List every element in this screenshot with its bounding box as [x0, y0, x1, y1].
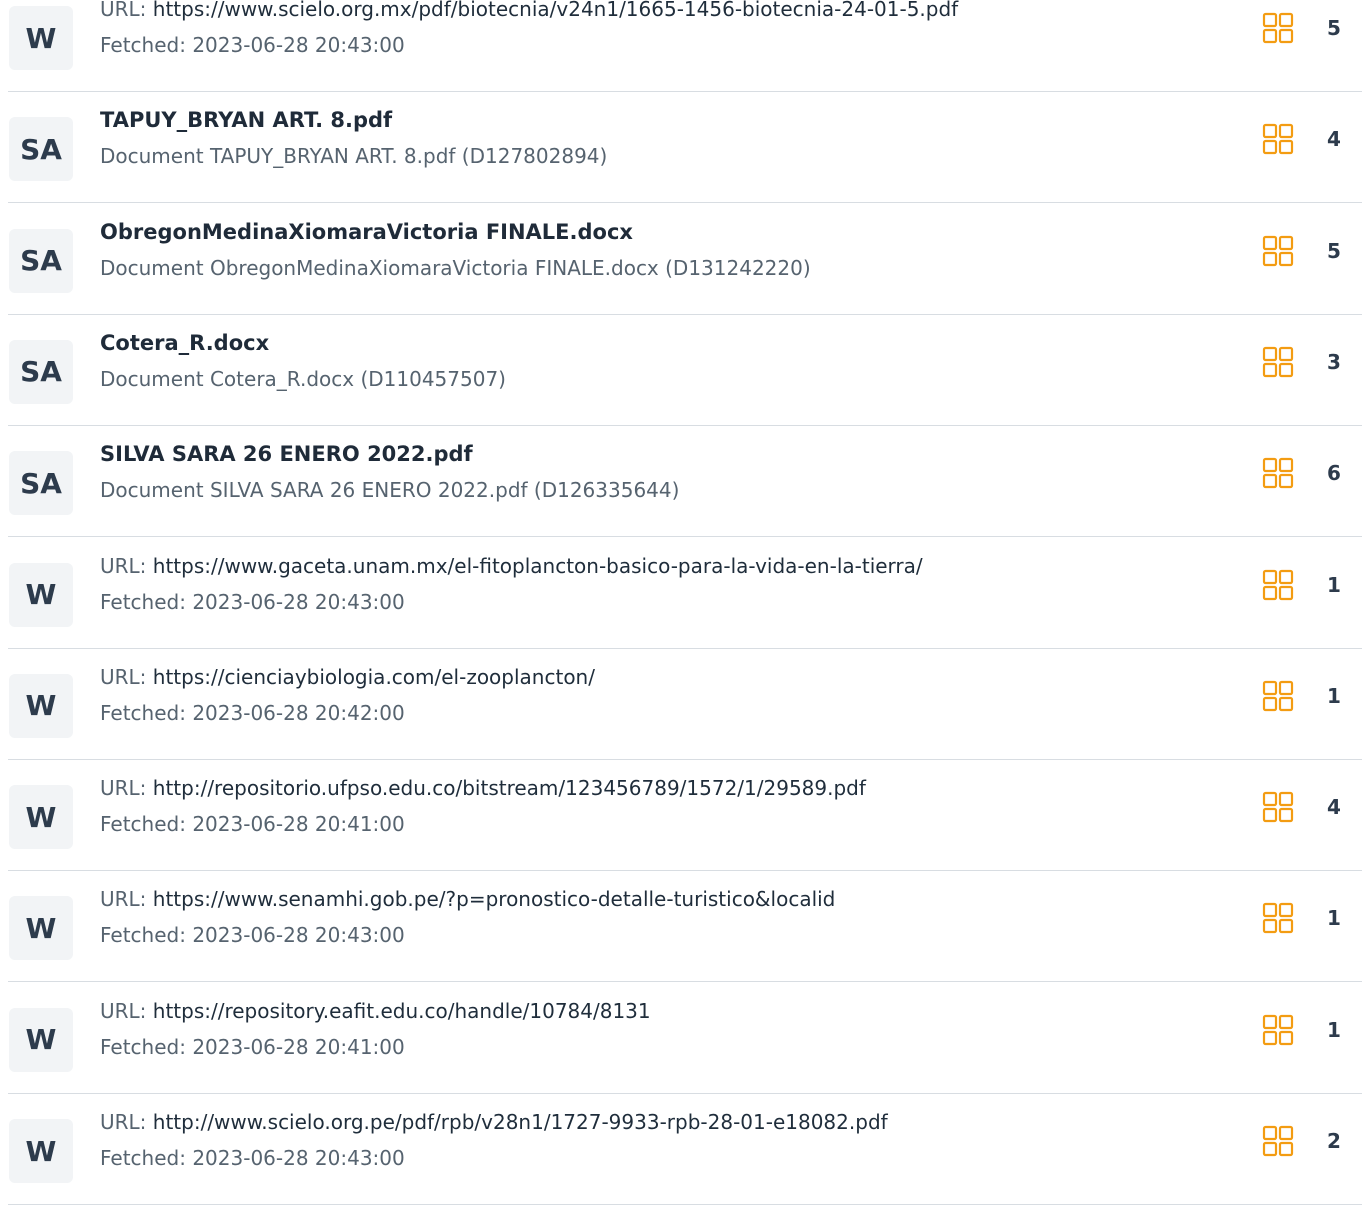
source-url-link[interactable]: http://www.scielo.org.pe/pdf/rpb/v28n1/1727-9933-rpb-28-01-e18082.pdf [152, 1110, 888, 1134]
fetched-date: Fetched: 2023-06-28 20:43:00 [100, 1146, 405, 1170]
fetched-date: Fetched: 2023-06-28 20:41:00 [100, 812, 405, 837]
student-archive-badge: SA [9, 117, 73, 181]
source-row[interactable] [0, 760, 1362, 871]
student-archive-badge: SA [9, 229, 73, 293]
grid-icon[interactable] [1262, 346, 1294, 378]
source-url-link[interactable]: https://www.senamhi.gob.pe/?p=pronostico-detalle-turistico&localid [152, 887, 836, 912]
url-prefix-label: URL: [100, 776, 153, 801]
grid-icon[interactable] [1262, 569, 1294, 601]
source-url-link[interactable]: http://repositorio.ufpso.edu.co/bitstream/123456789/1572/1/29589.pdf [152, 776, 866, 801]
url-prefix-label: URL: [100, 887, 153, 912]
document-description: Document Cotera_R.docx (D110457507) [100, 366, 506, 391]
fetched-date: Fetched: 2023-06-28 20:43:00 [100, 923, 405, 948]
match-count: 6 [1327, 461, 1341, 486]
source-url-link[interactable]: https://repository.eafit.edu.co/handle/10784/8131 [152, 998, 651, 1023]
source-url-line[interactable] [100, 665, 595, 689]
source-url-line[interactable] [100, 0, 958, 21]
source-url-link[interactable]: https://www.gaceta.unam.mx/el-fitoplancton-basico-para-la-vida-en-la-tierra/ [152, 553, 923, 578]
source-url-line[interactable] [100, 554, 923, 578]
match-count: 5 [1327, 16, 1341, 40]
student-archive-badge: SA [9, 451, 73, 515]
document-description: Document TAPUY_BRYAN ART. 8.pdf (D127802894) [100, 144, 608, 169]
fetched-date: Fetched: 2023-06-28 20:41:00 [100, 1034, 405, 1059]
source-row[interactable] [0, 0, 1362, 92]
web-source-badge: W [9, 896, 73, 960]
url-prefix-label: URL: [100, 0, 153, 21]
grid-icon[interactable] [1262, 791, 1294, 823]
grid-icon[interactable] [1262, 902, 1294, 934]
web-source-badge: W [9, 6, 73, 70]
match-count: 1 [1327, 572, 1341, 597]
url-prefix-label: URL: [100, 998, 153, 1023]
student-archive-badge: SA [9, 340, 73, 404]
match-count: 4 [1327, 127, 1341, 152]
web-source-badge: W [9, 785, 73, 849]
source-row[interactable] [0, 315, 1362, 426]
source-row[interactable] [0, 538, 1362, 649]
grid-icon[interactable] [1262, 457, 1294, 489]
source-row[interactable] [0, 1094, 1362, 1205]
web-source-badge: W [9, 674, 73, 738]
grid-icon[interactable] [1262, 123, 1294, 155]
match-count: 4 [1327, 795, 1341, 820]
match-count: 1 [1327, 906, 1341, 931]
match-count: 1 [1327, 683, 1341, 708]
url-prefix-label: URL: [100, 553, 153, 578]
source-row[interactable] [0, 983, 1362, 1094]
grid-icon[interactable] [1262, 1125, 1294, 1157]
source-row[interactable] [0, 204, 1362, 315]
grid-icon[interactable] [1262, 235, 1294, 267]
match-count: 2 [1327, 1129, 1341, 1153]
source-url-link[interactable]: https://cienciaybiologia.com/el-zooplancton/ [152, 664, 595, 689]
source-url-line[interactable] [100, 1110, 888, 1134]
grid-icon[interactable] [1262, 12, 1294, 44]
source-url-link[interactable]: https://www.scielo.org.mx/pdf/biotecnia/v24n1/1665-1456-biotecnia-24-01-5.pdf [152, 0, 959, 21]
fetched-date: Fetched: 2023-06-28 20:42:00 [100, 700, 405, 725]
url-prefix-label: URL: [100, 1110, 153, 1134]
document-title[interactable]: Cotera_R.docx [100, 330, 270, 355]
source-url-line[interactable] [100, 776, 866, 800]
source-row[interactable] [0, 426, 1362, 537]
document-title[interactable]: SILVA SARA 26 ENERO 2022.pdf [100, 442, 473, 467]
source-url-line[interactable] [100, 999, 651, 1023]
document-description: Document ObregonMedinaXiomaraVictoria FINALE.docx (D131242220) [100, 255, 811, 280]
grid-icon[interactable] [1262, 1014, 1294, 1046]
web-source-badge: W [9, 1119, 73, 1183]
match-count: 1 [1327, 1017, 1341, 1042]
fetched-date: Fetched: 2023-06-28 20:43:00 [100, 589, 405, 614]
source-row[interactable] [0, 871, 1362, 982]
match-count: 5 [1327, 238, 1341, 263]
source-row[interactable] [0, 92, 1362, 203]
fetched-date: Fetched: 2023-06-28 20:43:00 [100, 33, 405, 57]
document-title[interactable]: ObregonMedinaXiomaraVictoria FINALE.docx [100, 219, 633, 244]
web-source-badge: W [9, 563, 73, 627]
source-row[interactable] [0, 649, 1362, 760]
web-source-badge: W [9, 1008, 73, 1072]
grid-icon[interactable] [1262, 680, 1294, 712]
document-description: Document SILVA SARA 26 ENERO 2022.pdf (D126335644) [100, 478, 680, 503]
match-count: 3 [1327, 349, 1341, 374]
document-title[interactable]: TAPUY_BRYAN ART. 8.pdf [100, 108, 393, 133]
url-prefix-label: URL: [100, 664, 153, 689]
source-url-line[interactable] [100, 887, 835, 911]
